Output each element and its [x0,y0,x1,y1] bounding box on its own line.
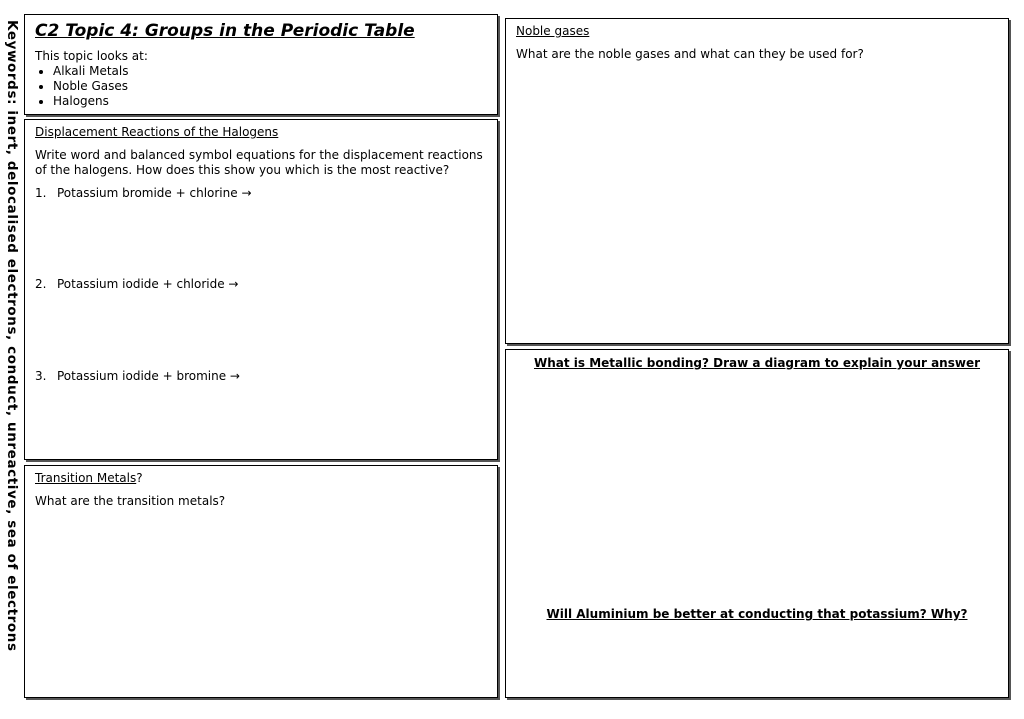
topic-title-box [24,14,498,115]
transition-question: What are the transition metals? [35,494,226,508]
noble-gases-box [505,18,1009,344]
displacement-heading: Displacement Reactions of the Halogens [35,125,279,139]
question-1-number: 1. [35,186,47,200]
topic-item-halogens: • Halogens [53,94,487,109]
noble-heading: Noble gases [516,24,590,38]
topic-item-noble-gases: • Noble Gases [53,79,487,94]
noble-question: What are the noble gases and what can they be used for? [516,47,864,61]
question-2-number: 2. [35,277,47,291]
transition-heading-suffix: ? [136,471,143,485]
transition-heading-line [35,471,487,486]
question-2-text: Potassium iodide + chloride → [57,277,239,291]
question-1-text: Potassium bromide + chlorine → [57,186,252,200]
metallic-bonding-question: What is Metallic bonding? Draw a diagram to explain your answer [533,356,981,370]
topic-item-alkali-metals: • Alkali Metals [53,64,487,79]
transition-heading: Transition Metals [35,471,137,485]
aluminium-conduction-question: Will Aluminium be better at conducting that potassium? Why? [546,607,968,621]
keywords-banner: Keywords: inert, delocalised electrons, conduct, unreactive, sea of electrons [4,20,20,652]
transition-metals-box [24,465,498,698]
metallic-bonding-box [505,349,1009,698]
question-1 [35,186,252,201]
topic-list [35,64,487,109]
displacement-reactions-box [24,119,498,460]
question-3-number: 3. [35,369,47,383]
displacement-instructions: Write word and balanced symbol equations for the displacement reactions of the halogens. How does this show you which is the most reactive? [35,148,483,177]
question-3-text: Potassium iodide + bromine → [57,369,240,383]
page-title: C2 Topic 4: Groups in the Periodic Table [35,21,415,41]
question-3 [35,369,240,384]
topic-intro: This topic looks at: [35,49,148,63]
question-2 [35,277,238,292]
